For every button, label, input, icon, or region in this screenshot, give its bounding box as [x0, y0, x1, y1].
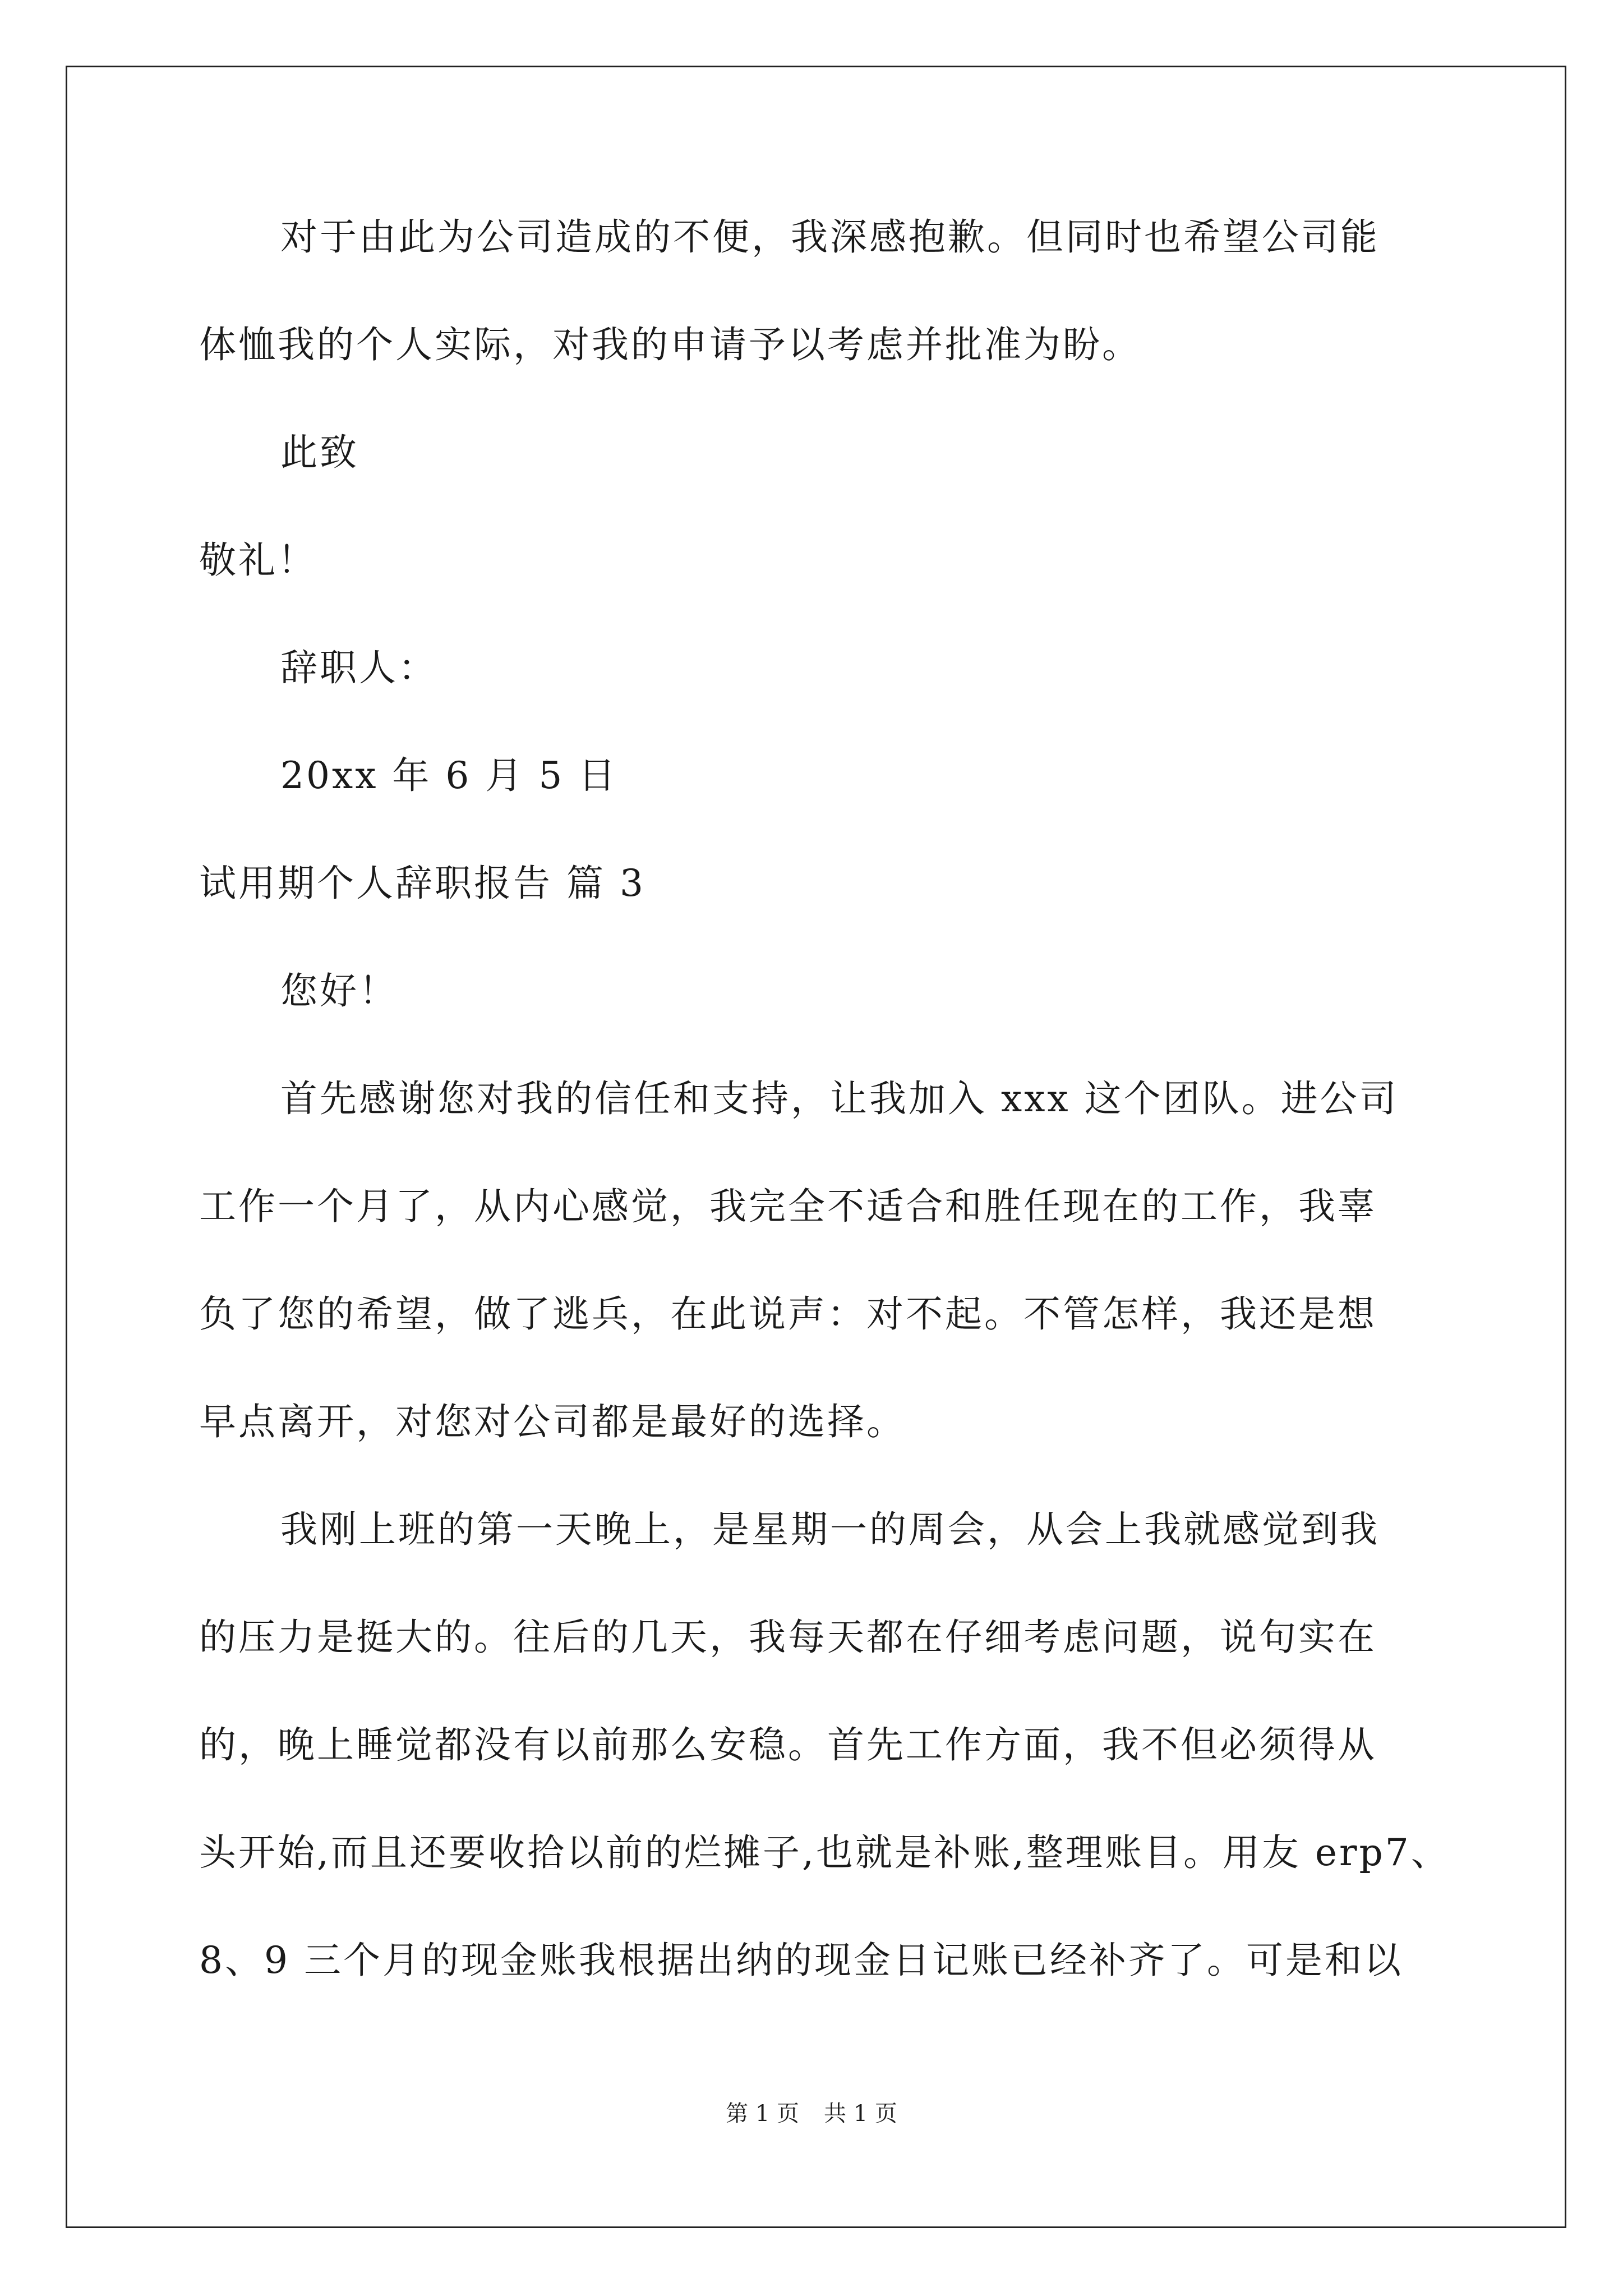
closing-respect: 敬礼！: [199, 539, 317, 582]
document-body: [199, 210, 1450, 2041]
text-line: 的，晚上睡觉都没有以前那么安稳。首先工作方面，我不但必须得从: [199, 1723, 1377, 1766]
signature-date: 20xx 年 6 月 5 日: [280, 754, 618, 797]
closing-salutation: 此致: [280, 431, 359, 474]
text-line: 早点离开，对您对公司都是最好的选择。: [199, 1400, 906, 1443]
page-number-current: 第 1 页: [726, 2101, 799, 2127]
page-footer: [0, 2098, 1623, 2129]
text-line: 对于由此为公司造成的不便，我深感抱歉。但同时也希望公司能: [280, 215, 1380, 259]
page-number-total: 共 1 页: [824, 2101, 897, 2127]
text-line: 体恤我的个人实际，对我的申请予以考虑并批准为盼。: [199, 323, 1141, 366]
text-line: 我刚上班的第一天晚上，是星期一的周会，从会上我就感觉到我: [280, 1508, 1380, 1551]
signature-label: 辞职人：: [280, 646, 437, 689]
text-line: 负了您的希望，做了逃兵，在此说声：对不起。不管怎样，我还是想: [199, 1292, 1377, 1336]
section-heading: 试用期个人辞职报告 篇 3: [199, 862, 645, 905]
text-line: 8、9 三个月的现金账我根据出纳的现金日记账已经补齐了。可是和以: [199, 1939, 1403, 1982]
text-line: 首先感谢您对我的信任和支持，让我加入 xxx 这个团队。进公司: [280, 1077, 1399, 1120]
text-line: 的压力是挺大的。往后的几天，我每天都在仔细考虑问题，说句实在: [199, 1616, 1377, 1659]
text-line: 头开始,而且还要收拾以前的烂摊子,也就是补账,整理账目。用友 erp7、: [199, 1831, 1450, 1874]
greeting: 您好！: [280, 969, 398, 1013]
text-line: 工作一个月了，从内心感觉，我完全不适合和胜任现在的工作，我辜: [199, 1185, 1377, 1228]
